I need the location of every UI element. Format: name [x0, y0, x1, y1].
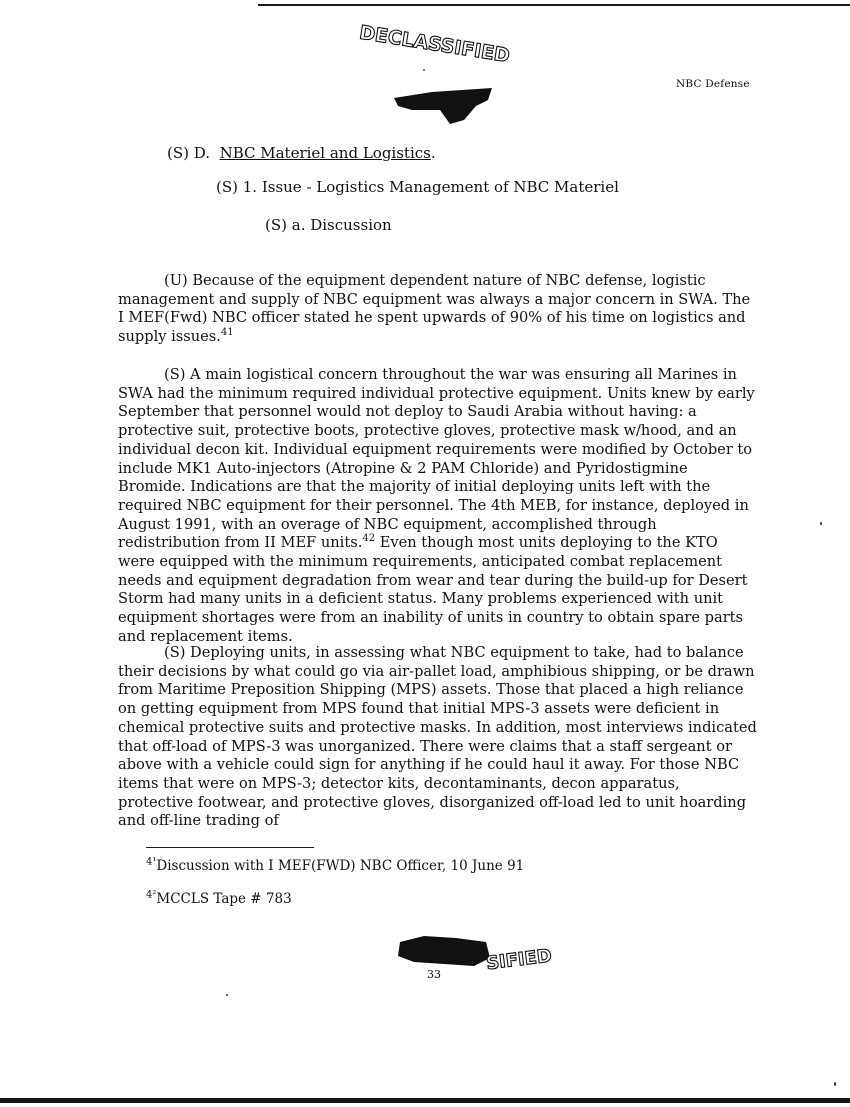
footnote-1-text: Discussion with I MEF(FWD) NBC Officer, 10 June 91 [156, 858, 525, 874]
section-suffix: . [430, 144, 436, 162]
discussion-heading: (S) a. Discussion [265, 216, 392, 234]
footnote-1 [146, 858, 524, 874]
paragraph-2-text-before: (S) A main logistical concern throughout the war was ensuring all Marines in SWA had the minimum required individual protective equipment. Units knew by early September that personnel would not deploy to Saudi Arabia without having: a protective suit, protective boots, protective gloves, protective mask w/hood, and an individual decon kit. Individual equipment requirements were modified by October to include MK1 Auto-injectors (Atropine & 2 PAM Chloride) and Pyridostigmine Bromide. Indications are that the majority of initial deploying units left with the required NBC equipment for their personnel. The 4th MEB, for instance, deployed in August 1991, with an overage of NBC equipment, accomplished through redistribution from II MEF units. [118, 366, 755, 552]
stamp-bottom-text: SIFIED [484, 945, 553, 975]
declassified-stamp-top [352, 18, 512, 78]
footnote-2-text: MCCLS Tape # 783 [156, 891, 292, 907]
page-number: 33 [427, 968, 441, 981]
scan-speck [226, 994, 228, 996]
section-title: NBC Materiel and Logistics [219, 144, 431, 162]
redaction-mark-top [392, 86, 496, 126]
footnote-2-mark: 4² [146, 889, 157, 901]
footnote-ref-42: 42 [362, 533, 376, 545]
declassified-stamp-bottom [394, 932, 554, 984]
paragraph-1-text: (U) Because of the equipment dependent nature of NBC defense, logistic management and supply of NBC equipment was always a major concern in SWA. The I MEF(Fwd) NBC officer stated he spent upwards of 90% of his time on logistics and supply issues. [118, 272, 751, 346]
top-border-line [258, 4, 850, 6]
footnote-separator [146, 847, 314, 848]
scan-speck [834, 1082, 836, 1086]
stamp-top-text: DECLASSIFIED [357, 21, 512, 68]
scan-speck [820, 522, 822, 525]
paragraph-1 [118, 272, 758, 347]
paragraph-3 [118, 644, 758, 831]
redaction-mark-bottom [398, 936, 490, 966]
running-head: NBC Defense [676, 78, 750, 90]
issue-heading: (S) 1. Issue - Logistics Management of NBC Materiel [216, 178, 619, 196]
section-prefix: (S) D. [167, 144, 211, 162]
section-heading [167, 144, 436, 162]
bottom-border-line [0, 1098, 850, 1103]
footnote-ref-41: 41 [220, 327, 234, 339]
declassified-stamp-graphic [352, 18, 512, 78]
paragraph-2 [118, 366, 758, 647]
footnote-1-mark: 4¹ [146, 856, 157, 868]
paragraph-2-text-after: Even though most units deploying to the KTO were equipped with the minimum requirements, anticipated combat replacement needs and equipment degradation from wear and tear during the build-up for Desert Storm had many units in a deficient status. Many problems experienced with unit equipment shortages were from an inability of units in country to obtain spare parts and replacement items. [118, 534, 748, 645]
paragraph-3-text: (S) Deploying units, in assessing what NBC equipment to take, had to balance their decisions by what could go via air-pallet load, amphibious shipping, or be drawn from Maritime Preposition Shipping (MPS) assets. Those that placed a high reliance on getting equipment from MPS found that initial MPS-3 assets were deficient in chemical protective suits and protective masks. In addition, most interviews indicated that off-load of MPS-3 was unorganized. There were claims that a staff sergeant or above with a vehicle could sign for anything if he could haul it away. For those NBC items that were on MPS-3; detector kits, decontaminants, decon apparatus, protective footwear, and protective gloves, disorganized off-load led to unit hoarding and off-line trading of [118, 644, 757, 830]
footnote-2 [146, 891, 292, 907]
